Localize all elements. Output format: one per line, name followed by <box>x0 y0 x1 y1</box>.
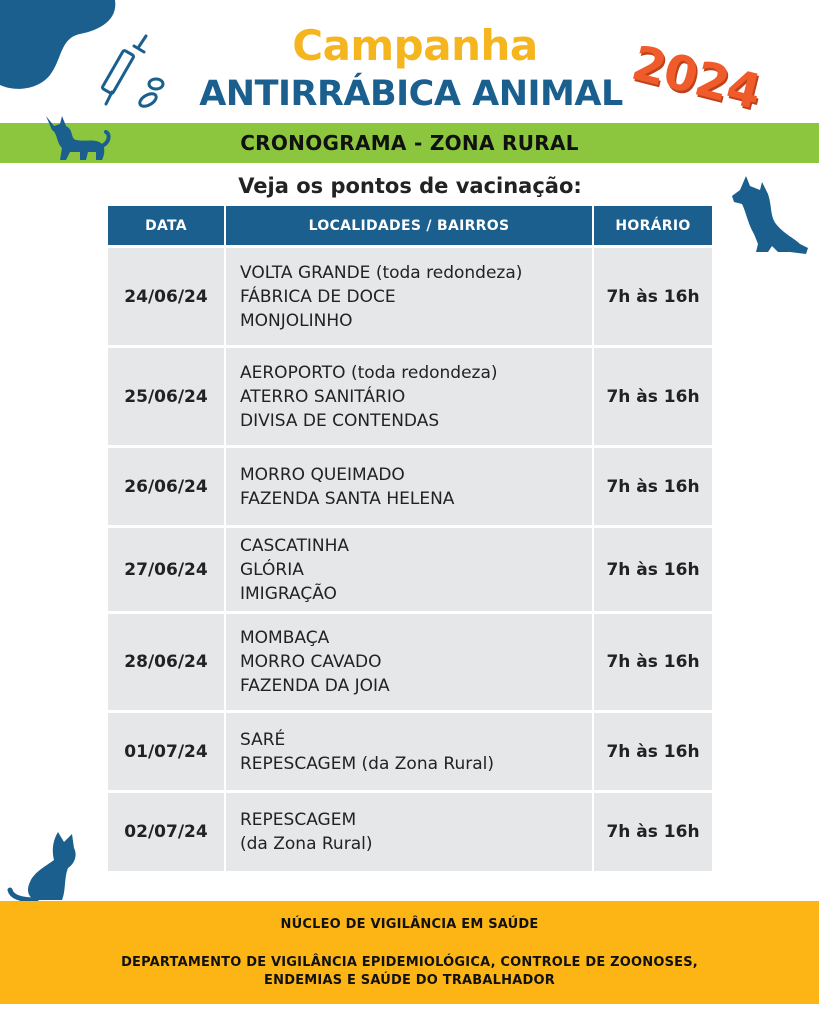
location-name: IMIGRAÇÃO <box>240 583 337 604</box>
footer-department-line1: DEPARTAMENTO DE VIGILÂNCIA EPIDEMIOLÓGICA, CONTROLE DE ZOONOSES, <box>121 955 698 970</box>
footer-department-line2: ENDEMIAS E SAÚDE DO TRABALHADOR <box>264 973 555 988</box>
sitting-cat-icon <box>6 828 84 904</box>
row-time: 7h às 16h <box>594 348 712 445</box>
location-name: MONJOLINHO <box>240 310 353 331</box>
row-date: 26/06/24 <box>108 448 224 525</box>
location-name: DIVISA DE CONTENDAS <box>240 410 440 431</box>
campaign-title: Campanha <box>292 21 538 70</box>
row-locations <box>226 528 592 611</box>
banner-text: CRONOGRAMA - ZONA RURAL <box>240 131 579 155</box>
row-date: 25/06/24 <box>108 348 224 445</box>
location-name: REPESCAGEM (da Zona Rural) <box>240 753 494 774</box>
location-name: MOMBAÇA <box>240 628 330 648</box>
row-time: 7h às 16h <box>594 448 712 525</box>
table-header <box>108 206 712 245</box>
row-time: 7h às 16h <box>594 614 712 710</box>
row-time: 7h às 16h <box>594 713 712 790</box>
location-name: (da Zona Rural) <box>240 834 373 854</box>
location-name: MORRO QUEIMADO <box>240 464 405 485</box>
row-date: 02/07/24 <box>108 793 224 871</box>
table-row <box>108 248 712 345</box>
row-date: 01/07/24 <box>108 713 224 790</box>
location-name: REPESCAGEM <box>240 810 357 830</box>
location-name: FAZENDA SANTA HELENA <box>240 488 455 509</box>
row-date: 24/06/24 <box>108 248 224 345</box>
row-locations <box>226 348 592 445</box>
pills-icon <box>138 79 163 109</box>
footer-unit: NÚCLEO DE VIGILÂNCIA EM SAÚDE <box>280 917 539 932</box>
location-name: FAZENDA DA JOIA <box>240 676 390 696</box>
row-locations <box>226 713 592 790</box>
table-row <box>108 713 712 790</box>
location-name: SARÉ <box>240 729 286 750</box>
row-locations <box>226 448 592 525</box>
table-row <box>108 614 712 710</box>
table-row <box>108 448 712 525</box>
table-row <box>108 528 712 611</box>
location-name: FÁBRICA DE DOCE <box>240 286 396 307</box>
row-locations <box>226 248 592 345</box>
schedule-banner <box>0 123 819 163</box>
header-schedule: HORÁRIO <box>594 206 712 245</box>
location-name: CASCATINHA <box>240 535 349 556</box>
location-name: MORRO CAVADO <box>240 652 382 672</box>
cat-icon <box>40 112 112 164</box>
row-time: 7h às 16h <box>594 248 712 345</box>
header-date: DATA <box>108 206 224 245</box>
row-time: 7h às 16h <box>594 528 712 611</box>
footer-panel <box>0 901 819 1004</box>
row-date: 28/06/24 <box>108 614 224 710</box>
campaign-subtitle: ANTIRRÁBICA ANIMAL <box>199 74 623 114</box>
header-locations: LOCALIDADES / BAIRROS <box>226 206 592 245</box>
location-name: AEROPORTO (toda redondeza) <box>240 362 498 383</box>
row-time: 7h às 16h <box>594 793 712 871</box>
vaccination-points-heading: Veja os pontos de vacinação: <box>238 174 582 198</box>
dog-icon <box>728 172 810 258</box>
location-name: GLÓRIA <box>240 559 304 580</box>
table-row <box>108 793 712 871</box>
location-name: VOLTA GRANDE (toda redondeza) <box>240 262 523 283</box>
year-badge: 2024 <box>626 35 766 121</box>
vaccination-schedule-table <box>108 206 712 871</box>
location-name: ATERRO SANITÁRIO <box>240 386 406 407</box>
table-row <box>108 348 712 445</box>
syringe-icon <box>98 32 170 114</box>
row-date: 27/06/24 <box>108 528 224 611</box>
row-locations <box>226 614 592 710</box>
row-locations <box>226 793 592 871</box>
